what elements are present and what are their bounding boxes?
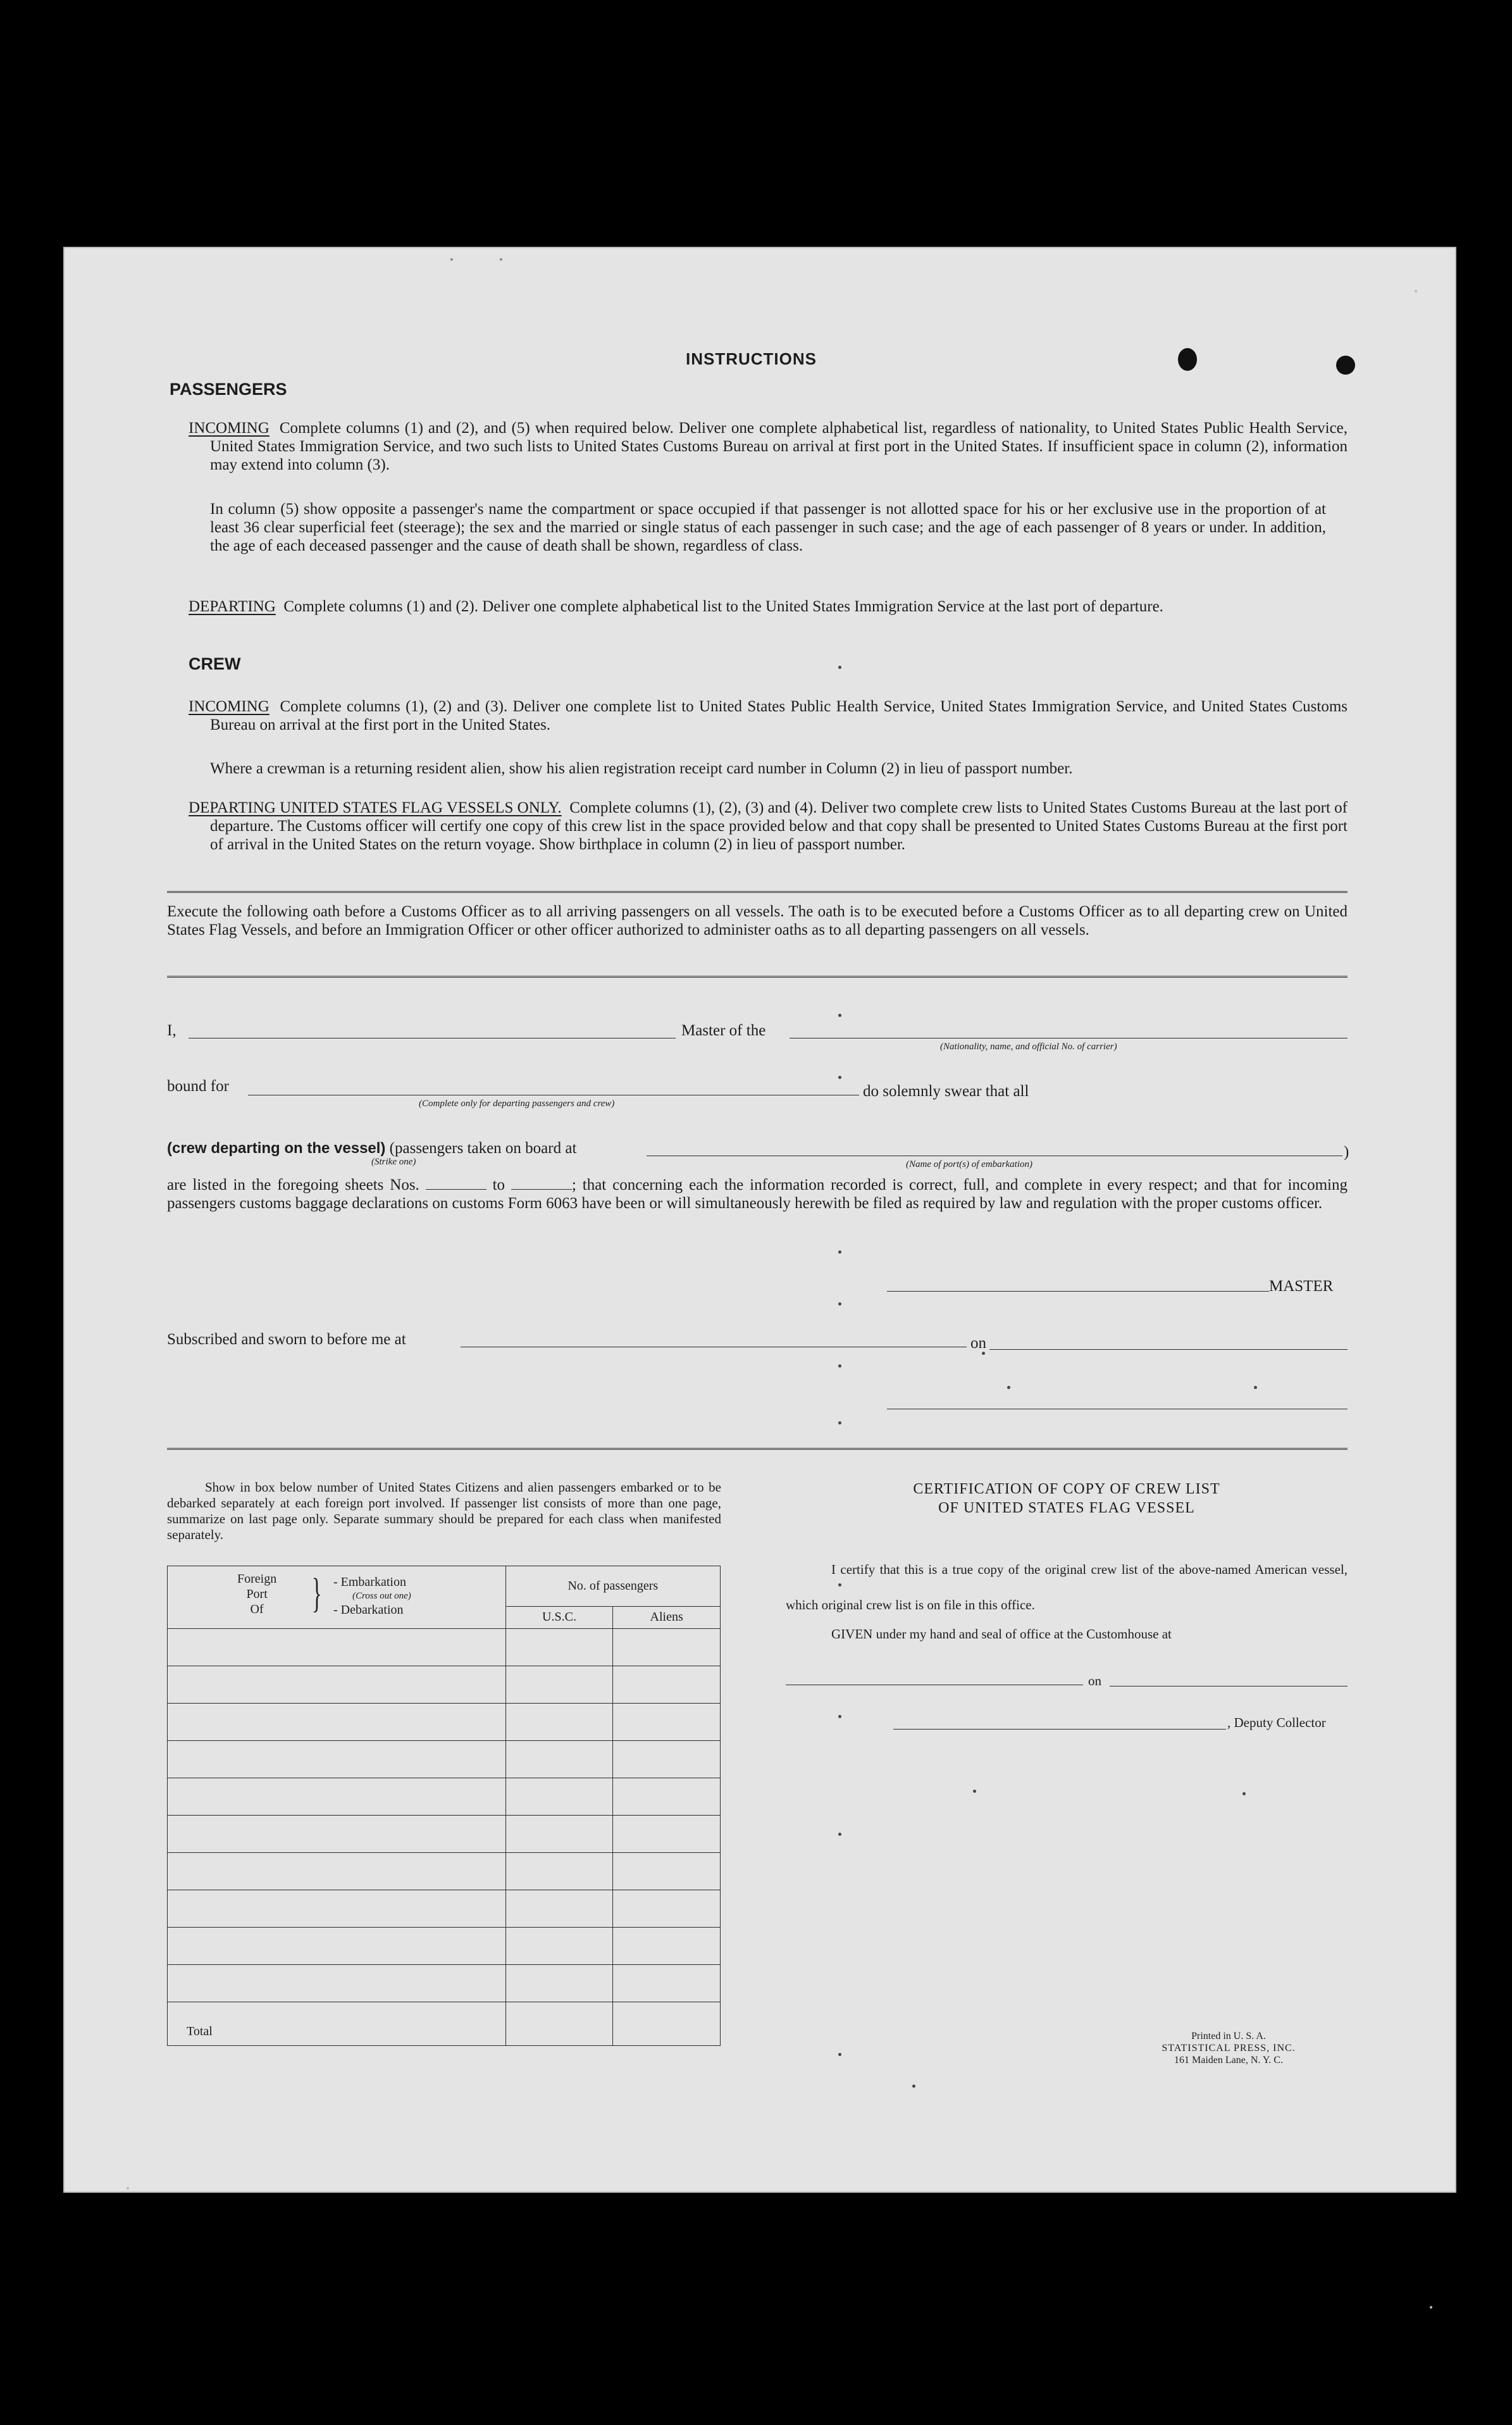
no-of-passengers-header: No. of passengers [505,1566,720,1607]
dust-dot [973,1790,976,1793]
table-row[interactable] [168,1741,721,1778]
dust-dot [1242,1792,1246,1795]
crew-departing-text: (crew departing on the vessel) [167,1140,386,1157]
crew-incoming-label: INCOMING [189,698,270,715]
master-signature-field[interactable] [887,1291,1269,1292]
crew-departing-label: DEPARTING UNITED STATES FLAG VESSELS ONLY. [189,799,562,816]
dust-dot [838,1364,841,1368]
table-row[interactable] [168,1853,721,1890]
total-row[interactable] [168,2002,721,2046]
total-label: Total [168,2002,506,2046]
usc-header: U.S.C. [505,1606,613,1628]
dust-dot [1254,1386,1257,1389]
passenger-summary-table [167,1566,721,2046]
bound-for-label: bound for [167,1078,229,1095]
ink-blot [1178,348,1197,371]
master-label: MASTER [1269,1278,1334,1295]
master-of-label: Master of the [681,1022,766,1039]
section-divider [167,976,1348,980]
table-row[interactable] [168,1928,721,1965]
section-divider [167,891,1348,895]
nationality-caption: (Nationality, name, and official No. of carrier) [940,1042,1117,1052]
resident-alien-paragraph: Where a crewman is a returning resident alien, show his alien registration receipt card number in Column (2) in lieu of passport number. [210,760,1073,777]
table-row[interactable] [168,1965,721,2002]
dust-dot [838,1014,841,1017]
bound-for-caption: (Complete only for departing passengers and crew) [419,1099,615,1109]
passengers-departing-text: Complete columns (1) and (2). Deliver one complete alphabetical list to the United States Immigration Service at the last port of departure. [283,598,1163,615]
crew-incoming-text: Complete columns (1), (2) and (3). Deliver one complete list to United States Public Health Service, United States Immigration Service, and United States Customs Bureau on arrival at the first port in the United States. [210,698,1348,733]
sworn-date-field[interactable] [989,1349,1348,1350]
listed-prefix: are listed in the foregoing sheets Nos. [167,1176,419,1194]
passengers-taken-text: (passengers taken on board at [389,1140,577,1157]
dust-dot [500,258,502,261]
table-row[interactable] [168,1890,721,1928]
passengers-departing-paragraph [189,597,1348,616]
dust-dot [838,1421,841,1424]
crew-departing-option[interactable] [167,1139,576,1157]
dust-dot [127,2187,129,2190]
ink-blot [1336,356,1355,375]
crew-departing-text: Complete columns (1), (2), (3) and (4). Deliver two complete crew lists to United States Customs Bureau at the last port of departure. The Customs officer will certify one copy of this crew list in the space provided below and that copy shall be presented to United States Customs Bureau at the first port of arrival in the United States on the return voyage. Show birthplace in column (2) in lieu of passport number. [210,799,1348,853]
dust-dot [838,2053,841,2056]
strike-one-caption: (Strike one) [371,1157,416,1167]
ports-caption: (Name of port(s) of embarkation) [906,1159,1032,1169]
dust-dot [450,258,453,261]
table-row[interactable] [168,1816,721,1853]
certify-text: I certify that this is a true copy of the original crew list of the above-named American vessel, which original crew list is on file in this office. [786,1562,1348,1612]
passengers-incoming-text: Complete columns (1) and (2), and (5) when required below. Deliver one complete alphabetical list, regardless of nationality, to United States Public Health Service, United States Immigration Service, and two such lists to United States Customs Bureau on arrival at first port in the United States. If insufficient space in column (2), information may extend into column (3). [210,420,1348,473]
dust-dot [1415,290,1417,292]
dust-dot [982,1352,985,1355]
embarkation-label: - Embarkation (Cross out one) - Debarkation [333,1575,411,1617]
document-title: INSTRUCTIONS [686,349,817,368]
table-row[interactable] [168,1666,721,1704]
section-divider [167,1448,1348,1452]
deputy-signature-field[interactable] [893,1729,1226,1730]
certification-title-line2: OF UNITED STATES FLAG VESSEL [938,1500,1195,1516]
listed-rest: ; that concerning each the information recorded is correct, full, and complete in every respect; and that for incoming passengers customs baggage declarations on customs Form 6063 have been or will simultaneously herewith be filed as required by law and regulation with the proper customs officer. [167,1176,1348,1212]
passengers-incoming-paragraph [189,419,1348,474]
passengers-incoming-label: INCOMING [189,420,270,437]
sheet-from-field[interactable] [426,1189,486,1190]
table-row[interactable] [168,1778,721,1816]
table-row[interactable] [168,1629,721,1666]
table-header-row [168,1566,721,1607]
subscribed-label: Subscribed and sworn to before me at [167,1331,406,1348]
crew-heading: CREW [189,654,241,673]
passengers-departing-label: DEPARTING [189,598,276,615]
dust-dot [838,666,841,669]
dust-dot [838,1715,841,1718]
swear-label: do solemnly swear that all [863,1083,1029,1100]
table-row[interactable] [168,1704,721,1741]
dust-dot [838,1302,841,1306]
dust-dot [838,1583,841,1587]
close-paren: ) [1344,1144,1349,1161]
cert-on-label: on [1088,1673,1101,1688]
column5-paragraph: In column (5) show opposite a passenger's name the compartment or space occupied if that passenger is not allotted space for his or her exclusive use in the proportion of at least 36 clear superficial feet (steerage); the sex and the married or single status of each passenger in such case; and the age of each passenger of 8 years or under. In addition, the age of each deceased passenger and the cause of death shall be shown, regardless of class. [210,501,1326,554]
dust-dot [838,1833,841,1836]
certification-title-line1: CERTIFICATION OF COPY OF CREW LIST [913,1481,1220,1497]
dust-dot [912,2085,915,2088]
printer-imprint: Printed in U. S. A. STATISTICAL PRESS, INC. 161 Maiden Lane, N. Y. C. [1162,2031,1296,2066]
document-page [63,247,1456,2193]
dust-dot [838,1250,841,1254]
oath-intro: Execute the following oath before a Customs Officer as to all arriving passengers on all vessels. The oath is to be executed before a Customs Officer as to all departing crew on United States Flag Vessels, and before an Immigration Officer or other officer authorized to administer oaths as to all departing passengers on all vessels. [167,903,1348,938]
certification-title [786,1480,1348,1518]
given-text: GIVEN under my hand and seal of office at the Customhouse at [831,1626,1172,1642]
sheet-to-field[interactable] [511,1189,572,1190]
passengers-heading: PASSENGERS [170,380,287,399]
sworn-on-label: on [970,1335,986,1352]
summary-instructions: Show in box below number of United States Citizens and alien passengers embarked or to be debarked separately at each foreign port involved. If passenger list consists of more than one page, summarize on last page only. Separate summary should be prepared for each class when manifested separately. [167,1480,721,1542]
crew-departing-paragraph [189,799,1348,854]
aliens-header: Aliens [613,1606,721,1628]
dust-dot [1430,2306,1432,2309]
brace-icon: } [311,1570,322,1616]
oath-body [167,1176,1348,1212]
foreign-port-header [168,1566,506,1629]
dust-dot [1007,1386,1010,1389]
crew-incoming-paragraph [189,697,1348,734]
foreign-port-of-label: Foreign Port Of [237,1572,277,1616]
deputy-collector-label: , Deputy Collector [1227,1715,1326,1730]
dust-dot [838,1076,841,1079]
to-label: to [492,1176,505,1194]
oath-i-label: I, [167,1022,177,1039]
